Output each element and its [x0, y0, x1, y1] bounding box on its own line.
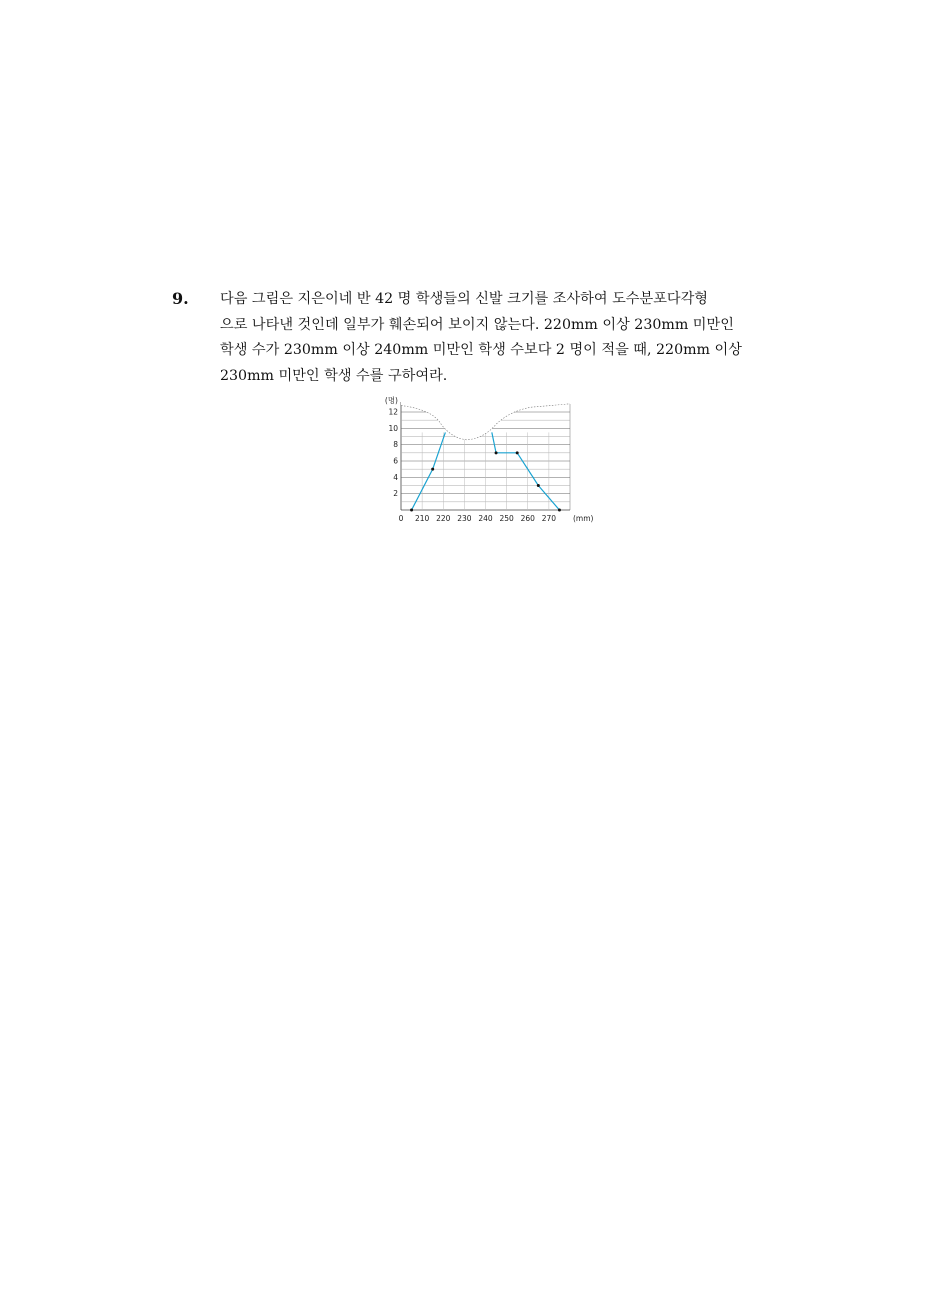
data-point: [516, 451, 519, 454]
x-tick-label: 210: [414, 514, 430, 523]
series-line: [492, 432, 560, 510]
series-line: [412, 432, 446, 510]
y-tick-label: 10: [388, 423, 398, 433]
question-number: 9.: [172, 289, 189, 308]
data-point: [431, 468, 434, 471]
x-axis-label: (mm): [573, 514, 594, 523]
question-line: 230mm 미만인 학생 수를 구하여라.: [220, 367, 448, 384]
damaged-area-mask: [401, 394, 570, 440]
x-tick-label: 230: [457, 514, 472, 523]
data-point: [537, 484, 540, 487]
y-tick-label: 6: [393, 456, 398, 466]
question-line: 으로 나타낸 것인데 일부가 훼손되어 보이지 않는다. 220mm 이상 230mm 미만인: [220, 316, 734, 333]
frequency-polygon-chart: [376, 394, 596, 530]
data-point: [410, 509, 413, 512]
question-text: [220, 287, 760, 389]
question-line: 다음 그림은 지은이네 반 42 명 학생들의 신발 크기를 조사하여 도수분포다각형: [220, 291, 709, 307]
chart-svg: [376, 394, 596, 530]
question-line: 학생 수가 230mm 이상 240mm 미만인 학생 수보다 2 명이 적을 때, 220mm 이상: [220, 342, 742, 358]
x-tick-label: 270: [541, 514, 557, 523]
data-point: [558, 509, 561, 512]
x-tick-label: 250: [499, 514, 514, 523]
y-tick-label: 2: [393, 489, 398, 499]
y-tick-label: 4: [393, 472, 398, 482]
x-tick-label: 220: [436, 514, 451, 523]
x-tick-label: 0: [398, 514, 404, 523]
x-tick-label: 240: [478, 514, 493, 523]
data-point: [495, 451, 498, 454]
y-axis-label: (명): [384, 396, 398, 405]
x-tick-label: 260: [520, 514, 535, 523]
y-tick-label: 8: [393, 440, 398, 450]
y-tick-label: 12: [388, 407, 398, 417]
